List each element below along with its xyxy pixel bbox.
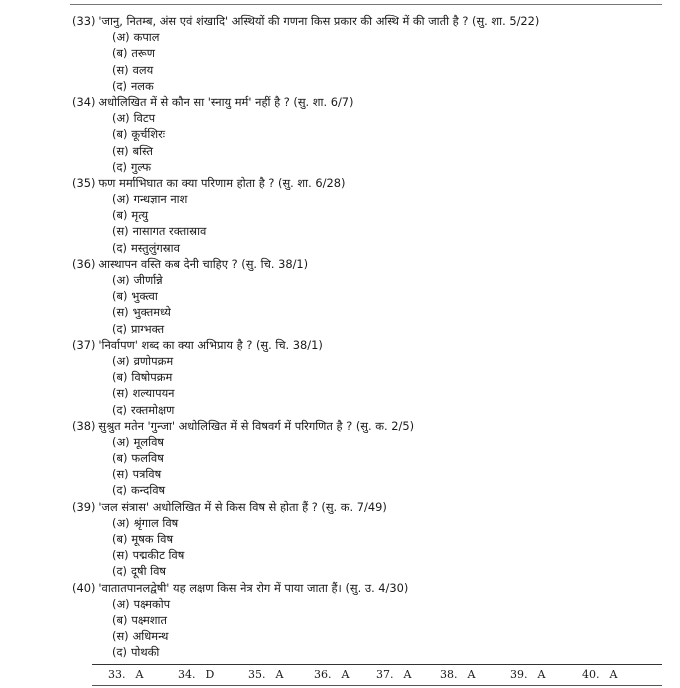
option-d — [72, 78, 672, 94]
option-letter: (ब) — [112, 370, 128, 385]
option-text: पक्ष्मशात — [131, 612, 167, 627]
question-38 — [72, 418, 672, 499]
question-text: 'जल संत्रास' अधोलिखित में से किस विष से होता हैं ? (सु. क. 7/49) — [98, 499, 387, 514]
question-text: फण मर्माभिघात का क्या परिणाम होता है ? (सु. शा. 6/28) — [98, 175, 346, 190]
option-text: मस्तुलुंगस्राव — [130, 240, 180, 255]
answer-35 — [248, 667, 283, 683]
option-text: बस्ति — [132, 143, 153, 158]
option-c — [72, 547, 672, 563]
option-c — [72, 143, 672, 159]
option-d — [72, 159, 672, 175]
option-letter: (द) — [112, 564, 127, 579]
option-letter: (ब) — [112, 289, 128, 304]
answer-number: 37. — [376, 668, 394, 681]
option-letter: (स) — [112, 467, 129, 482]
option-text: तरूण — [131, 46, 155, 61]
answer-value: A — [467, 668, 476, 681]
option-letter: (द) — [112, 78, 127, 93]
answer-value: A — [135, 668, 144, 681]
option-c — [72, 62, 672, 78]
option-b — [72, 288, 672, 304]
question-number: (36) — [72, 256, 96, 271]
option-text: भुक्तमध्ये — [132, 305, 171, 320]
option-letter: (अ) — [112, 192, 130, 207]
option-d — [72, 482, 672, 498]
option-d — [72, 321, 672, 337]
option-letter: (स) — [112, 224, 129, 239]
option-text: पोथकी — [130, 645, 160, 660]
option-b — [72, 531, 672, 547]
question-text: सुश्रुत मतेन 'गुन्जा' अधोलिखित में से विषवर्ग में परिगणित है ? (सु. क. 2/5) — [98, 418, 415, 433]
option-a — [72, 353, 672, 369]
question-37 — [72, 337, 672, 418]
question-number: (40) — [72, 580, 96, 595]
option-text: गन्धज्ञान नाश — [133, 192, 188, 207]
option-a — [72, 110, 672, 126]
answer-value: A — [537, 668, 546, 681]
option-c — [72, 628, 672, 644]
question-text: 'वातातपानलद्वेषी' यह लक्षण किस नेत्र रोग में पाया जाता हैं। (सु. उ. 4/30) — [98, 580, 409, 595]
option-b — [72, 450, 672, 466]
answer-39 — [510, 667, 545, 683]
option-b — [72, 45, 672, 61]
question-list — [72, 13, 672, 661]
option-c — [72, 466, 672, 482]
option-text: नासागत रक्तास्राव — [132, 224, 207, 239]
answer-value: A — [609, 668, 618, 681]
option-c — [72, 223, 672, 239]
option-text: फलविष — [131, 451, 164, 466]
option-letter: (अ) — [112, 30, 130, 45]
question-number: (38) — [72, 418, 96, 433]
answer-34 — [178, 667, 214, 683]
option-text: विषोपक्रम — [131, 370, 173, 385]
option-letter: (अ) — [112, 434, 130, 449]
option-a — [72, 515, 672, 531]
option-letter: (द) — [112, 645, 127, 660]
option-text: शल्यापयन — [132, 386, 175, 401]
answer-37 — [376, 667, 411, 683]
answer-number: 35. — [248, 668, 266, 681]
option-letter: (स) — [112, 62, 129, 77]
option-a — [72, 191, 672, 207]
option-d — [72, 644, 672, 660]
answer-value: A — [275, 668, 284, 681]
option-letter: (स) — [112, 386, 129, 401]
option-d — [72, 402, 672, 418]
option-letter: (अ) — [112, 596, 130, 611]
answer-key-bottom-rule — [92, 685, 662, 686]
question-40 — [72, 580, 672, 661]
option-text: रक्तमोक्षण — [130, 402, 175, 417]
question-text: आस्थापन वस्ति कब देनी चाहिए ? (सु. चि. 38/1) — [98, 256, 309, 271]
answer-38 — [440, 667, 475, 683]
question-number: (34) — [72, 94, 96, 109]
option-text: मूषक विष — [131, 532, 174, 546]
option-letter: (स) — [112, 305, 129, 320]
option-text: भुक्त्वा — [131, 289, 158, 304]
option-text: प्राग्भक्त — [130, 321, 165, 336]
answer-value: A — [341, 668, 350, 681]
answer-key — [92, 667, 662, 683]
answer-number: 38. — [440, 668, 458, 681]
option-text: श्रृंगाल विष — [133, 515, 179, 530]
option-b — [72, 612, 672, 628]
question-35 — [72, 175, 672, 256]
question-text: 'निर्वापण' शब्द का क्या अभिप्राय है ? (सु. चि. 38/1) — [98, 337, 323, 352]
option-c — [72, 385, 672, 401]
option-letter: (ब) — [112, 208, 128, 223]
option-letter: (स) — [112, 143, 129, 158]
answer-36 — [314, 667, 349, 683]
option-text: कन्दविष — [130, 483, 166, 498]
option-text: पत्रविष — [132, 467, 162, 482]
option-letter: (द) — [112, 402, 127, 417]
option-c — [72, 304, 672, 320]
answer-number: 33. — [108, 668, 126, 681]
option-d — [72, 240, 672, 256]
option-letter: (ब) — [112, 46, 128, 61]
answer-value: A — [403, 668, 412, 681]
option-text: पद्मकीट विष — [132, 548, 185, 563]
question-text: अधोलिखित में से कौन सा 'स्नायु मर्म' नहीं है ? (सु. शा. 6/7) — [98, 94, 354, 109]
option-text: गुल्फ — [130, 159, 152, 174]
option-letter: (अ) — [112, 273, 130, 287]
option-b — [72, 126, 672, 142]
option-letter: (अ) — [112, 353, 130, 368]
answer-33 — [108, 667, 143, 683]
option-a — [72, 29, 672, 45]
answer-40 — [582, 667, 617, 683]
option-text: विटप — [133, 111, 156, 126]
option-text: जीर्णान्ने — [133, 273, 163, 287]
option-letter: (स) — [112, 548, 129, 563]
answer-number: 34. — [178, 668, 196, 681]
option-text: मृत्यु — [131, 208, 149, 223]
option-a — [72, 272, 672, 288]
option-text: पक्ष्मकोप — [133, 596, 171, 611]
option-letter: (अ) — [112, 111, 130, 126]
option-letter: (अ) — [112, 515, 130, 530]
option-text: मूलविष — [133, 434, 164, 449]
question-number: (33) — [72, 14, 96, 28]
option-letter: (द) — [112, 321, 127, 336]
top-rule — [70, 4, 662, 5]
option-letter: (द) — [112, 483, 127, 498]
question-36 — [72, 256, 672, 337]
question-number: (39) — [72, 499, 96, 514]
option-letter: (ब) — [112, 127, 128, 142]
question-39 — [72, 499, 672, 580]
option-text: कपाल — [133, 30, 160, 45]
question-number: (37) — [72, 337, 96, 352]
option-letter: (स) — [112, 629, 129, 644]
answer-number: 39. — [510, 668, 528, 681]
option-text: व्रणोपक्रम — [133, 353, 174, 368]
option-a — [72, 434, 672, 450]
option-text: दूषी विष — [130, 564, 167, 579]
option-letter: (ब) — [112, 532, 128, 546]
answer-number: 40. — [582, 668, 600, 681]
question-34 — [72, 94, 672, 175]
option-b — [72, 207, 672, 223]
option-letter: (ब) — [112, 451, 128, 466]
option-text: कूर्चशिरः — [131, 127, 166, 142]
answer-value: D — [205, 668, 215, 681]
option-letter: (ब) — [112, 612, 128, 627]
option-letter: (द) — [112, 159, 127, 174]
option-text: नलक — [130, 78, 154, 93]
question-text: 'जानु, नितम्ब, अंस एवं शंखादि' अस्थियों की गणना किस प्रकार की अस्थि में की जाती है ? (सु. शा. 5/22) — [98, 14, 540, 28]
question-33 — [72, 13, 672, 94]
answer-key-top-rule — [92, 664, 662, 665]
question-number: (35) — [72, 175, 96, 190]
option-text: वलय — [132, 62, 154, 77]
option-letter: (द) — [112, 240, 127, 255]
option-text: अधिमन्थ — [132, 629, 169, 644]
option-a — [72, 596, 672, 612]
answer-number: 36. — [314, 668, 332, 681]
option-b — [72, 369, 672, 385]
option-d — [72, 563, 672, 579]
